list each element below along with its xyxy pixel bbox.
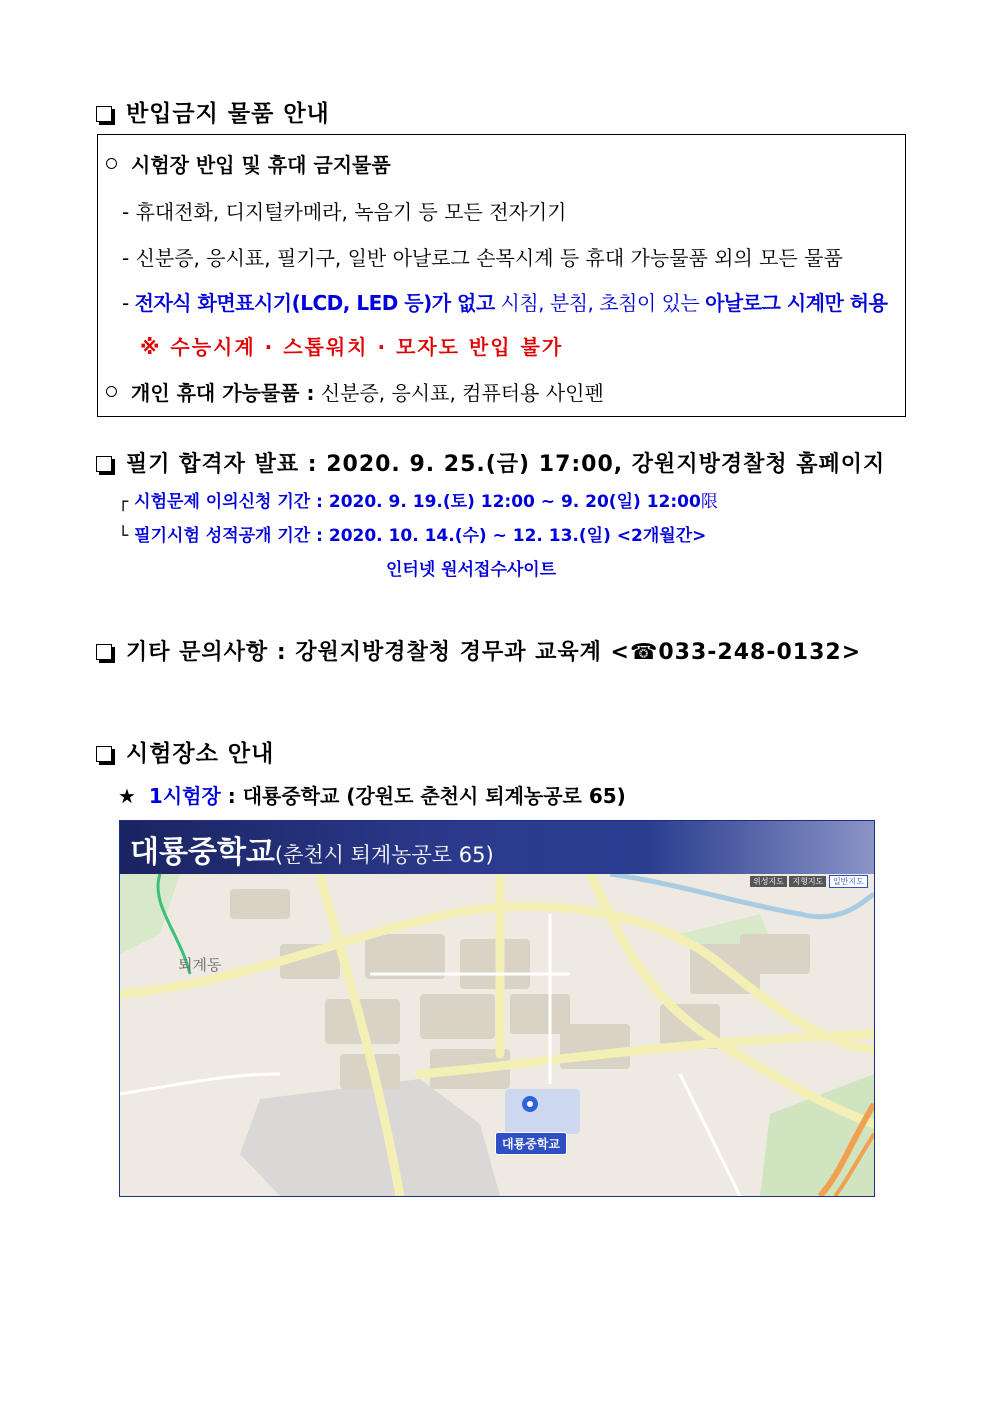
section-title-venue: 시험장소 안내: [96, 735, 274, 768]
score-disclosure-period: └ 필기시험 성적공개 기간 : 2020. 10. 14.(수) ~ 12. 13.(일) <2개월간>: [118, 526, 707, 546]
prohibited-note: ※ 수능시계 · 스톱워치 · 모자도 반입 불가: [140, 335, 564, 359]
prohibited-line-2: - 신분증, 응시표, 필기구, 일반 아날로그 손목시계 등 휴대 가능물품 외의 모든 물품: [122, 246, 843, 270]
prohibited-items-box: [97, 134, 906, 417]
map-toolbar-satellite: 위성지도: [750, 876, 787, 887]
map-image: [120, 874, 874, 1196]
circle-bullet-icon: [106, 386, 117, 397]
venue-line: ★ 1시험장 : 대룡중학교 (강원도 춘천시 퇴계농공로 65): [118, 784, 626, 808]
district-label: 퇴계동: [178, 956, 222, 974]
prohibited-heading: 시험장 반입 및 휴대 금지물품: [106, 149, 391, 178]
map-toolbar: [750, 876, 868, 887]
map-toolbar-normal: 일반지도: [829, 875, 868, 888]
map-title: 대룡중학교(춘천시 퇴계농공로 65): [130, 835, 494, 870]
section-title-inquiry: 기타 문의사항 : 강원지방경찰청 경무과 교육계 <☎033-248-0132>: [96, 635, 861, 666]
internet-site-label: 인터넷 원서접수사이트: [386, 560, 557, 580]
section-title-results: 필기 합격자 발표 : 2020. 9. 25.(금) 17:00, 강원지방경찰청 홈페이지: [96, 447, 885, 478]
objection-period: ┌ 시험문제 이의신청 기간 : 2020. 9. 19.(토) 12:00 ~ 9. 20(일) 12:00限: [118, 492, 718, 512]
prohibited-line-3: - 전자식 화면표시기(LCD, LED 등)가 없고 시침, 분침, 초침이 있는 아날로그 시계만 허용: [122, 291, 888, 315]
allowed-items-line: 개인 휴대 가능물품 : 신분증, 응시표, 컴퓨터용 사인펜: [106, 377, 604, 406]
star-icon: ★: [118, 784, 136, 808]
map-header: [120, 821, 874, 874]
map-marker-label: 대룡중학교: [495, 1132, 567, 1155]
checkbox-icon: [96, 106, 112, 122]
circle-bullet-icon: [106, 158, 117, 169]
map-toolbar-terrain: 지형지도: [789, 876, 826, 887]
prohibited-line-1: - 휴대전화, 디지털카메라, 녹음기 등 모든 전자기기: [122, 200, 567, 224]
checkbox-icon: [96, 456, 112, 472]
venue-map: [119, 820, 875, 1197]
checkbox-icon: [96, 644, 112, 660]
section-title-prohibited: 반입금지 물품 안내: [96, 95, 330, 128]
checkbox-icon: [96, 746, 112, 762]
